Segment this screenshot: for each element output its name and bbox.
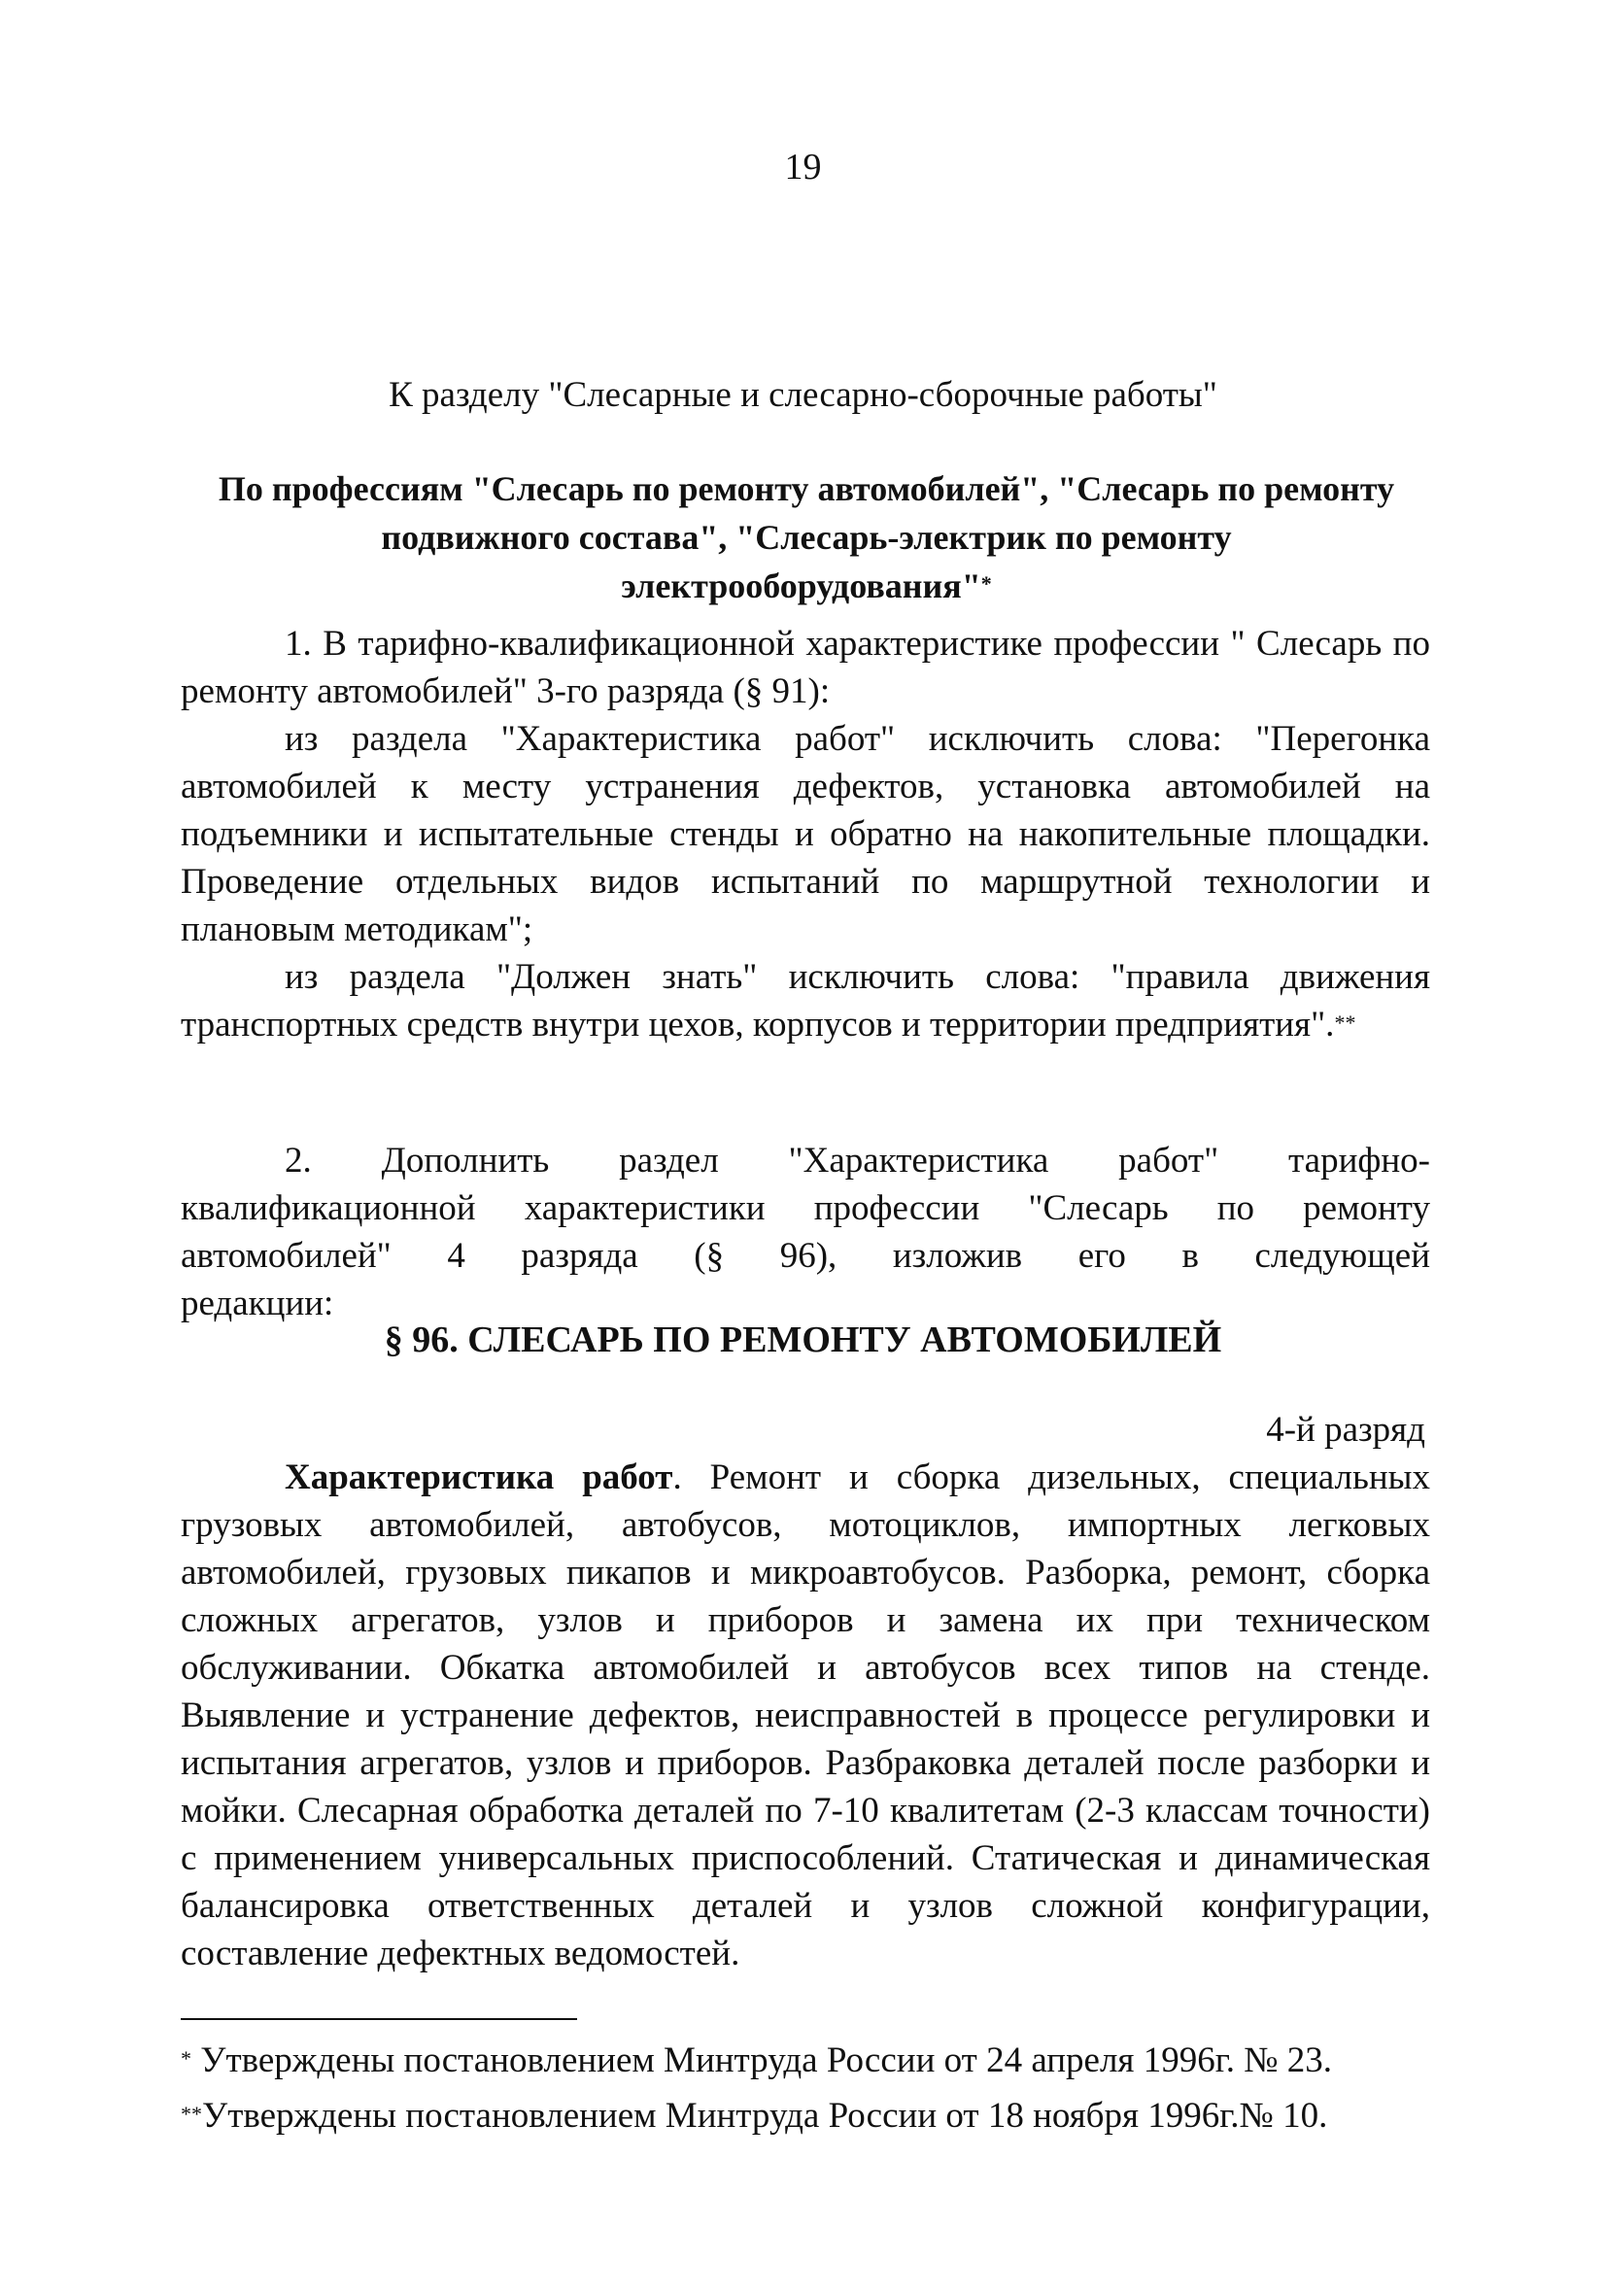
professions-heading bbox=[194, 464, 1418, 610]
footnotes bbox=[181, 2033, 1444, 2143]
item-1 bbox=[181, 620, 1430, 1048]
item-2 bbox=[181, 1137, 1430, 1327]
professions-heading-text: По профессиям "Слесарь по ремонту автомобилей", "Слесарь по ремонту подвижного состава", "Слесарь-электрик по ремонту электрооборудования" bbox=[218, 469, 1395, 605]
footnote-2 bbox=[181, 2088, 1444, 2143]
footnote-divider bbox=[181, 2018, 577, 2020]
characteristic-block bbox=[181, 1454, 1430, 1977]
page-number: 19 bbox=[784, 147, 822, 188]
grade-label: 4-й разряд bbox=[1266, 1410, 1425, 1450]
section-heading: К разделу "Слесарные и слесарно-сборочные работы" bbox=[389, 375, 1217, 415]
item-1-exclude-works: из раздела "Характеристика работ" исключить слова: "Перегонка автомобилей к месту устранения дефектов, установка автомобилей на подъемники и испытательные стенды и обратно на накопительные площадки. Проведение отдельных видов испытаний по маршрутной технологии и плановым методикам"; bbox=[181, 719, 1430, 949]
characteristic-paragraph bbox=[181, 1454, 1430, 1977]
paragraph-title: § 96. СЛЕСАРЬ ПО РЕМОНТУ АВТОМОБИЛЕЙ bbox=[384, 1319, 1222, 1360]
footnote-2-text: Утверждены постановлением Минтруда России от 18 ноября 1996г.№ 10. bbox=[202, 2096, 1328, 2136]
footnote-mark: * bbox=[980, 571, 992, 596]
item-2-text: 2. Дополнить раздел "Характеристика работ" тарифно-квалификационной характеристики профессии "Слесарь по ремонту автомобилей" 4 разряда (§ 96), изложив его в следующей редакции: bbox=[181, 1141, 1430, 1323]
characteristic-text: . Ремонт и сборка дизельных, специальных грузовых автомобилей, автобусов, мотоциклов, импортных легковых автомобилей, грузовых пикапов и микроавтобусов. Разборка, ремонт, сборка сложных агрегатов, узлов и приборов и замена их при техническом обслуживании. Обкатка автомобилей и автобусов всех типов на стенде. Выявление и устранение дефектов, неисправностей в процессе регулировки и испытания агрегатов, узлов и приборов. Разбраковка деталей после разборки и мойки. Слесарная обработка деталей по 7-10 квалитетам (2-3 классам точности) с применением универсальных приспособлений. Статическая и динамическая балансировка ответственных деталей и узлов сложной конфигурации, составление дефектных ведомостей. bbox=[181, 1457, 1431, 1973]
characteristic-label: Характеристика работ bbox=[285, 1457, 673, 1497]
footnote-1-mark: * bbox=[181, 2046, 191, 2071]
footnote-mark: ** bbox=[1334, 1011, 1356, 1035]
item-1-exclude-knowledge bbox=[181, 953, 1430, 1048]
footnote-2-mark: ** bbox=[181, 2102, 202, 2126]
footnote-1 bbox=[181, 2033, 1444, 2088]
item-1-exclude-knowledge-text: из раздела "Должен знать" исключить слова: "правила движения транспортных средств внутри цехов, корпусов и территории предприятия". bbox=[181, 957, 1430, 1045]
footnote-1-text: Утверждены постановлением Минтруда России от 24 апреля 1996г. № 23. bbox=[191, 2040, 1333, 2080]
item-1-intro: 1. В тарифно-квалификационной характеристике профессии " Слесарь по ремонту автомобилей" 3-го разряда (§ 91): bbox=[181, 624, 1430, 711]
